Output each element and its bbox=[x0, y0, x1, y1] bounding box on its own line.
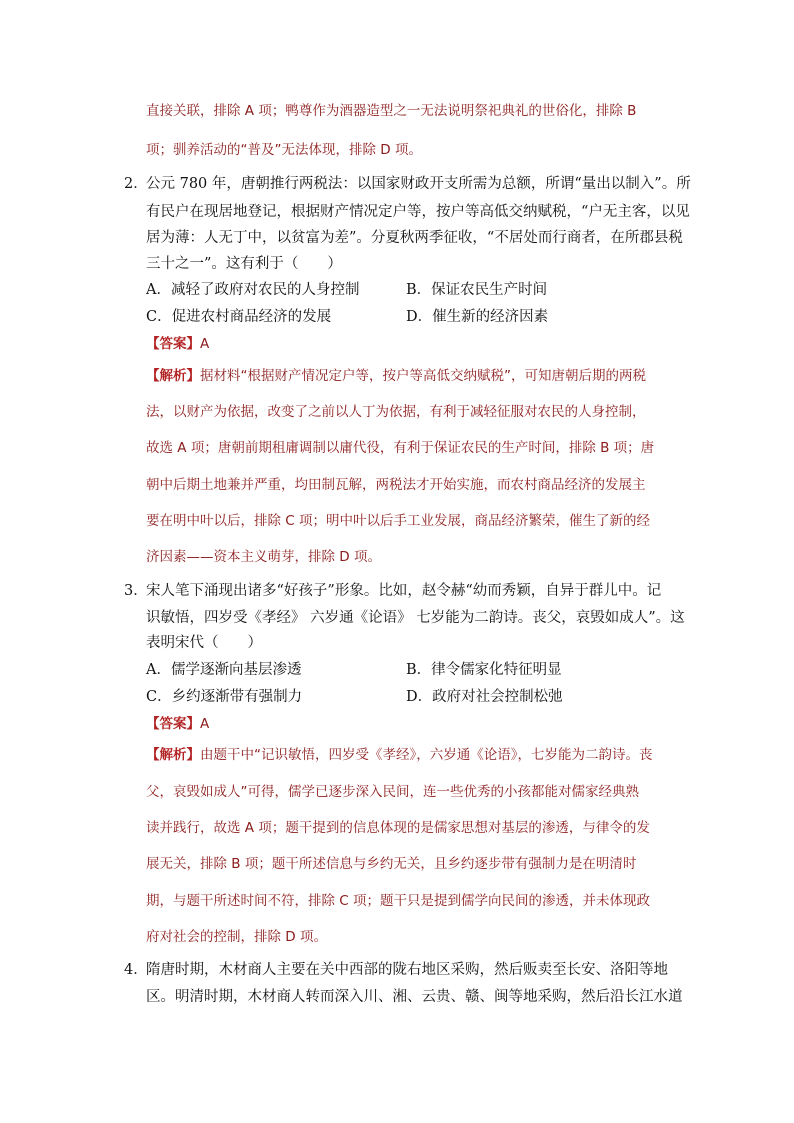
question-3-analysis-line: 【解析】由题干中“记识敏悟，四岁受《孝经》，六岁通《论语》，七岁能为二韵诗。丧 bbox=[146, 747, 653, 763]
question-2-stem-line: 三十之一”。这有利于（ ） bbox=[146, 256, 342, 272]
question-3-analysis-line: 府对社会的控制，排除 D 项。 bbox=[146, 929, 327, 945]
question-4-stem-line: 区。明清时期，木材商人转而深入川、湘、云贵、赣、闽等地采购，然后沿长江水道 bbox=[146, 989, 683, 1005]
question-3-option-d: D．政府对社会控制松弛 bbox=[406, 689, 563, 705]
question-2-stem-line: 有民户在现居地登记，根据财产情况定户等，按户等高低交纳赋税，“户无主客，以见 bbox=[146, 204, 690, 220]
question-3-option-b: B．律令儒家化特征明显 bbox=[406, 662, 562, 678]
question-3-analysis-line: 期，与题干所述时间不符，排除 C 项；题干只是提到儒学向民间的渗透，并未体现政 bbox=[146, 893, 651, 909]
question-3-answer bbox=[146, 712, 209, 732]
question-2-analysis-line: 故选 A 项；唐朝前期租庸调制以庸代役，有利于保证农民的生产时间，排除 B 项；唐 bbox=[146, 440, 655, 456]
answer-tag: 【答案】 bbox=[146, 336, 200, 352]
question-2-option-b: B．保证农民生产时间 bbox=[406, 282, 548, 298]
analysis-tag: 【解析】 bbox=[146, 747, 200, 763]
question-3-analysis-line: 父，哀毁如成人”可得，儒学已逐步深入民间，连一些优秀的小孩都能对儒家经典熟 bbox=[146, 784, 639, 800]
answer-value: A bbox=[200, 336, 210, 352]
question-3-stem-line: 识敏悟，四岁受《孝经》 六岁通《论语》 七岁能为二韵诗。丧父，哀毁如成人”。这 bbox=[146, 610, 685, 626]
question-2-analysis-line: 要在明中叶以后，排除 C 项；明中叶以后手工业发展，商品经济繁荣，催生了新的经 bbox=[146, 513, 651, 529]
question-2-stem-line: 居为薄：人无丁中，以贫富为差”。分夏秋两季征收，“不居处而行商者，在所郡县税 bbox=[146, 230, 683, 246]
question-3-stem-line: 3．宋人笔下涌现出诸多“好孩子”形象。比如，赵令赫“幼而秀颖，自异于群儿中。记 bbox=[124, 579, 661, 600]
question-4-number: 4． bbox=[124, 962, 148, 978]
question-2-analysis-line: 法，以财产为依据，改变了之前以人丁为依据，有利于减轻征服对农民的人身控制， bbox=[146, 404, 646, 420]
answer-value: A bbox=[200, 716, 210, 732]
question-3-option-a: A．儒学逐渐向基层渗透 bbox=[146, 662, 302, 678]
question-4-stem-line: 4．隋唐时期，木材商人主要在关中西部的陇右地区采购，然后贩卖至长安、洛阳等地 bbox=[124, 958, 668, 979]
question-2-answer bbox=[146, 332, 209, 352]
answer-tag: 【答案】 bbox=[146, 716, 200, 732]
question-3-number: 3． bbox=[124, 583, 148, 599]
question-3-analysis-line: 读并践行，故选 A 项；题干提到的信息体现的是儒家思想对基层的渗透，与律令的发 bbox=[146, 820, 650, 836]
carry-analysis-line: 项；驯养活动的“普及”无法体现，排除 D 项。 bbox=[146, 142, 422, 158]
question-2-analysis-line: 济因素——资本主义萌芽，排除 D 项。 bbox=[146, 549, 381, 565]
carry-analysis-line: 直接关联，排除 A 项；鸭尊作为酒器造型之一无法说明祭祀典礼的世俗化，排除 B bbox=[146, 103, 637, 119]
analysis-tag: 【解析】 bbox=[146, 368, 200, 384]
question-2-stem-line: 2．公元 780 年，唐朝推行两税法：以国家财政开支所需为总额，所谓“量出以制入”。所 bbox=[124, 172, 691, 193]
question-3-analysis-line: 展无关，排除 B 项；题干所述信息与乡约无关，且乡约逐步带有强制力是在明清时 bbox=[146, 856, 637, 872]
question-3-option-c: C．乡约逐渐带有强制力 bbox=[146, 689, 303, 705]
question-2-option-c: C．促进农村商品经济的发展 bbox=[146, 309, 332, 325]
question-2-option-a: A．减轻了政府对农民的人身控制 bbox=[146, 282, 360, 298]
question-2-number: 2． bbox=[124, 176, 148, 192]
question-3-stem-line: 表明宋代（ ） bbox=[146, 635, 262, 651]
question-2-option-d: D．催生新的经济因素 bbox=[406, 309, 549, 325]
question-2-analysis-line: 【解析】据材料“根据财产情况定户等，按户等高低交纳赋税”，可知唐朝后期的两税 bbox=[146, 368, 646, 384]
question-2-analysis-line: 朝中后期土地兼并严重，均田制瓦解，两税法才开始实施，而农村商品经济的发展主 bbox=[146, 477, 646, 493]
